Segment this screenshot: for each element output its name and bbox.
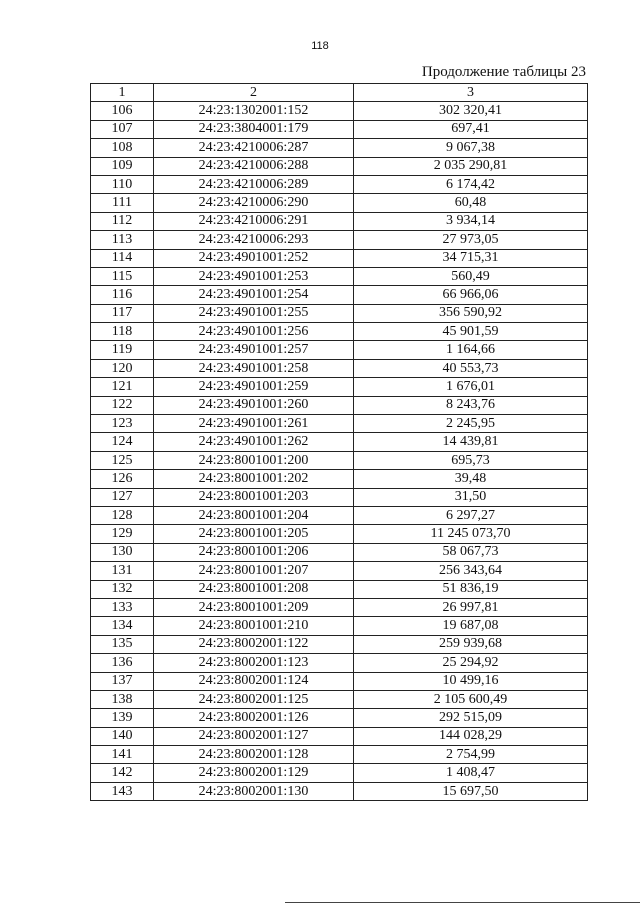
table-row bbox=[91, 341, 588, 359]
table-row bbox=[91, 672, 588, 690]
value-cell: 144 028,29 bbox=[354, 727, 588, 745]
row-number-cell: 116 bbox=[91, 286, 154, 304]
table-row bbox=[91, 782, 588, 800]
cadastral-number-cell: 24:23:8002001:130 bbox=[154, 782, 354, 800]
cadastral-number-cell: 24:23:8002001:122 bbox=[154, 635, 354, 653]
cadastral-number-cell: 24:23:8002001:128 bbox=[154, 746, 354, 764]
row-number-cell: 130 bbox=[91, 543, 154, 561]
cadastral-number-cell: 24:23:4210006:287 bbox=[154, 139, 354, 157]
value-cell: 292 515,09 bbox=[354, 709, 588, 727]
table-row bbox=[91, 139, 588, 157]
row-number-cell: 134 bbox=[91, 617, 154, 635]
table-row bbox=[91, 525, 588, 543]
cadastral-number-cell: 24:23:3804001:179 bbox=[154, 120, 354, 138]
value-cell: 2 245,95 bbox=[354, 415, 588, 433]
table-row bbox=[91, 617, 588, 635]
value-cell: 1 164,66 bbox=[354, 341, 588, 359]
cadastral-number-cell: 24:23:4901001:259 bbox=[154, 378, 354, 396]
table-header bbox=[91, 84, 588, 102]
row-number-cell: 114 bbox=[91, 249, 154, 267]
cadastral-number-cell: 24:23:8001001:200 bbox=[154, 451, 354, 469]
cadastral-number-cell: 24:23:8001001:206 bbox=[154, 543, 354, 561]
table-body bbox=[91, 102, 588, 801]
row-number-cell: 124 bbox=[91, 433, 154, 451]
table-row bbox=[91, 690, 588, 708]
value-cell: 560,49 bbox=[354, 267, 588, 285]
table-row bbox=[91, 249, 588, 267]
row-number-cell: 126 bbox=[91, 470, 154, 488]
value-cell: 1 408,47 bbox=[354, 764, 588, 782]
row-number-cell: 128 bbox=[91, 506, 154, 524]
value-cell: 25 294,92 bbox=[354, 654, 588, 672]
row-number-cell: 137 bbox=[91, 672, 154, 690]
row-number-cell: 110 bbox=[91, 175, 154, 193]
row-number-cell: 120 bbox=[91, 359, 154, 377]
cadastral-number-cell: 24:23:4901001:261 bbox=[154, 415, 354, 433]
cadastral-number-cell: 24:23:8002001:129 bbox=[154, 764, 354, 782]
table-row bbox=[91, 709, 588, 727]
row-number-cell: 131 bbox=[91, 562, 154, 580]
value-cell: 302 320,41 bbox=[354, 102, 588, 120]
column-header-3: 3 bbox=[354, 84, 588, 102]
value-cell: 256 343,64 bbox=[354, 562, 588, 580]
row-number-cell: 119 bbox=[91, 341, 154, 359]
table-row bbox=[91, 562, 588, 580]
cadastral-number-cell: 24:23:4901001:257 bbox=[154, 341, 354, 359]
row-number-cell: 122 bbox=[91, 396, 154, 414]
table-caption: Продолжение таблицы 23 bbox=[421, 64, 586, 80]
row-number-cell: 140 bbox=[91, 727, 154, 745]
row-number-cell: 141 bbox=[91, 746, 154, 764]
value-cell: 51 836,19 bbox=[354, 580, 588, 598]
bottom-rule bbox=[285, 902, 640, 903]
row-number-cell: 113 bbox=[91, 231, 154, 249]
table-row bbox=[91, 304, 588, 322]
table-row bbox=[91, 654, 588, 672]
row-number-cell: 121 bbox=[91, 378, 154, 396]
row-number-cell: 107 bbox=[91, 120, 154, 138]
table-row bbox=[91, 433, 588, 451]
cadastral-number-cell: 24:23:4210006:291 bbox=[154, 212, 354, 230]
cadastral-number-cell: 24:23:4210006:293 bbox=[154, 231, 354, 249]
cadastral-number-cell: 24:23:8001001:205 bbox=[154, 525, 354, 543]
value-cell: 39,48 bbox=[354, 470, 588, 488]
row-number-cell: 117 bbox=[91, 304, 154, 322]
column-header-2: 2 bbox=[154, 84, 354, 102]
value-cell: 19 687,08 bbox=[354, 617, 588, 635]
row-number-cell: 115 bbox=[91, 267, 154, 285]
cadastral-number-cell: 24:23:8001001:208 bbox=[154, 580, 354, 598]
row-number-cell: 118 bbox=[91, 323, 154, 341]
value-cell: 259 939,68 bbox=[354, 635, 588, 653]
value-cell: 34 715,31 bbox=[354, 249, 588, 267]
table-row bbox=[91, 194, 588, 212]
row-number-cell: 136 bbox=[91, 654, 154, 672]
value-cell: 14 439,81 bbox=[354, 433, 588, 451]
row-number-cell: 123 bbox=[91, 415, 154, 433]
table-row bbox=[91, 488, 588, 506]
table-row bbox=[91, 323, 588, 341]
table-row bbox=[91, 175, 588, 193]
table-row bbox=[91, 102, 588, 120]
table-row bbox=[91, 231, 588, 249]
value-cell: 695,73 bbox=[354, 451, 588, 469]
table-row bbox=[91, 635, 588, 653]
row-number-cell: 132 bbox=[91, 580, 154, 598]
value-cell: 6 174,42 bbox=[354, 175, 588, 193]
value-cell: 356 590,92 bbox=[354, 304, 588, 322]
cadastral-number-cell: 24:23:4901001:262 bbox=[154, 433, 354, 451]
value-cell: 26 997,81 bbox=[354, 598, 588, 616]
value-cell: 8 243,76 bbox=[354, 396, 588, 414]
value-cell: 1 676,01 bbox=[354, 378, 588, 396]
value-cell: 6 297,27 bbox=[354, 506, 588, 524]
row-number-cell: 135 bbox=[91, 635, 154, 653]
table-row bbox=[91, 120, 588, 138]
table-row bbox=[91, 543, 588, 561]
row-number-cell: 108 bbox=[91, 139, 154, 157]
table-row bbox=[91, 212, 588, 230]
value-cell: 2 105 600,49 bbox=[354, 690, 588, 708]
header-row bbox=[91, 84, 588, 102]
row-number-cell: 112 bbox=[91, 212, 154, 230]
table-row bbox=[91, 764, 588, 782]
row-number-cell: 129 bbox=[91, 525, 154, 543]
cadastral-number-cell: 24:23:8002001:126 bbox=[154, 709, 354, 727]
cadastral-number-cell: 24:23:4901001:255 bbox=[154, 304, 354, 322]
table-row bbox=[91, 378, 588, 396]
value-cell: 2 035 290,81 bbox=[354, 157, 588, 175]
cadastral-number-cell: 24:23:4901001:258 bbox=[154, 359, 354, 377]
table-row bbox=[91, 157, 588, 175]
row-number-cell: 111 bbox=[91, 194, 154, 212]
table-row bbox=[91, 727, 588, 745]
row-number-cell: 143 bbox=[91, 782, 154, 800]
cadastral-number-cell: 24:23:8002001:127 bbox=[154, 727, 354, 745]
cadastral-number-cell: 24:23:8002001:123 bbox=[154, 654, 354, 672]
table-row bbox=[91, 746, 588, 764]
row-number-cell: 139 bbox=[91, 709, 154, 727]
table-row bbox=[91, 598, 588, 616]
row-number-cell: 142 bbox=[91, 764, 154, 782]
value-cell: 27 973,05 bbox=[354, 231, 588, 249]
cadastral-number-cell: 24:23:4210006:290 bbox=[154, 194, 354, 212]
value-cell: 697,41 bbox=[354, 120, 588, 138]
table-row bbox=[91, 470, 588, 488]
table-row bbox=[91, 267, 588, 285]
table-row bbox=[91, 415, 588, 433]
cadastral-number-cell: 24:23:8002001:124 bbox=[154, 672, 354, 690]
value-cell: 31,50 bbox=[354, 488, 588, 506]
page-number: 118 bbox=[311, 40, 329, 52]
cadastral-number-cell: 24:23:4901001:254 bbox=[154, 286, 354, 304]
value-cell: 2 754,99 bbox=[354, 746, 588, 764]
value-cell: 15 697,50 bbox=[354, 782, 588, 800]
column-header-1: 1 bbox=[91, 84, 154, 102]
cadastral-number-cell: 24:23:4901001:256 bbox=[154, 323, 354, 341]
table-row bbox=[91, 580, 588, 598]
value-cell: 40 553,73 bbox=[354, 359, 588, 377]
table-row bbox=[91, 506, 588, 524]
cadastral-number-cell: 24:23:4901001:260 bbox=[154, 396, 354, 414]
row-number-cell: 106 bbox=[91, 102, 154, 120]
cadastral-number-cell: 24:23:4901001:252 bbox=[154, 249, 354, 267]
table-row bbox=[91, 286, 588, 304]
row-number-cell: 127 bbox=[91, 488, 154, 506]
table-row bbox=[91, 359, 588, 377]
cadastral-number-cell: 24:23:8001001:210 bbox=[154, 617, 354, 635]
row-number-cell: 133 bbox=[91, 598, 154, 616]
data-table bbox=[90, 83, 588, 801]
value-cell: 10 499,16 bbox=[354, 672, 588, 690]
row-number-cell: 109 bbox=[91, 157, 154, 175]
cadastral-number-cell: 24:23:8001001:207 bbox=[154, 562, 354, 580]
value-cell: 60,48 bbox=[354, 194, 588, 212]
cadastral-number-cell: 24:23:8001001:209 bbox=[154, 598, 354, 616]
table-row bbox=[91, 451, 588, 469]
value-cell: 9 067,38 bbox=[354, 139, 588, 157]
row-number-cell: 138 bbox=[91, 690, 154, 708]
value-cell: 11 245 073,70 bbox=[354, 525, 588, 543]
cadastral-number-cell: 24:23:8002001:125 bbox=[154, 690, 354, 708]
value-cell: 3 934,14 bbox=[354, 212, 588, 230]
cadastral-number-cell: 24:23:8001001:204 bbox=[154, 506, 354, 524]
value-cell: 58 067,73 bbox=[354, 543, 588, 561]
cadastral-number-cell: 24:23:4901001:253 bbox=[154, 267, 354, 285]
table-row bbox=[91, 396, 588, 414]
value-cell: 45 901,59 bbox=[354, 323, 588, 341]
cadastral-number-cell: 24:23:8001001:202 bbox=[154, 470, 354, 488]
value-cell: 66 966,06 bbox=[354, 286, 588, 304]
cadastral-number-cell: 24:23:1302001:152 bbox=[154, 102, 354, 120]
row-number-cell: 125 bbox=[91, 451, 154, 469]
cadastral-number-cell: 24:23:8001001:203 bbox=[154, 488, 354, 506]
cadastral-number-cell: 24:23:4210006:288 bbox=[154, 157, 354, 175]
cadastral-number-cell: 24:23:4210006:289 bbox=[154, 175, 354, 193]
